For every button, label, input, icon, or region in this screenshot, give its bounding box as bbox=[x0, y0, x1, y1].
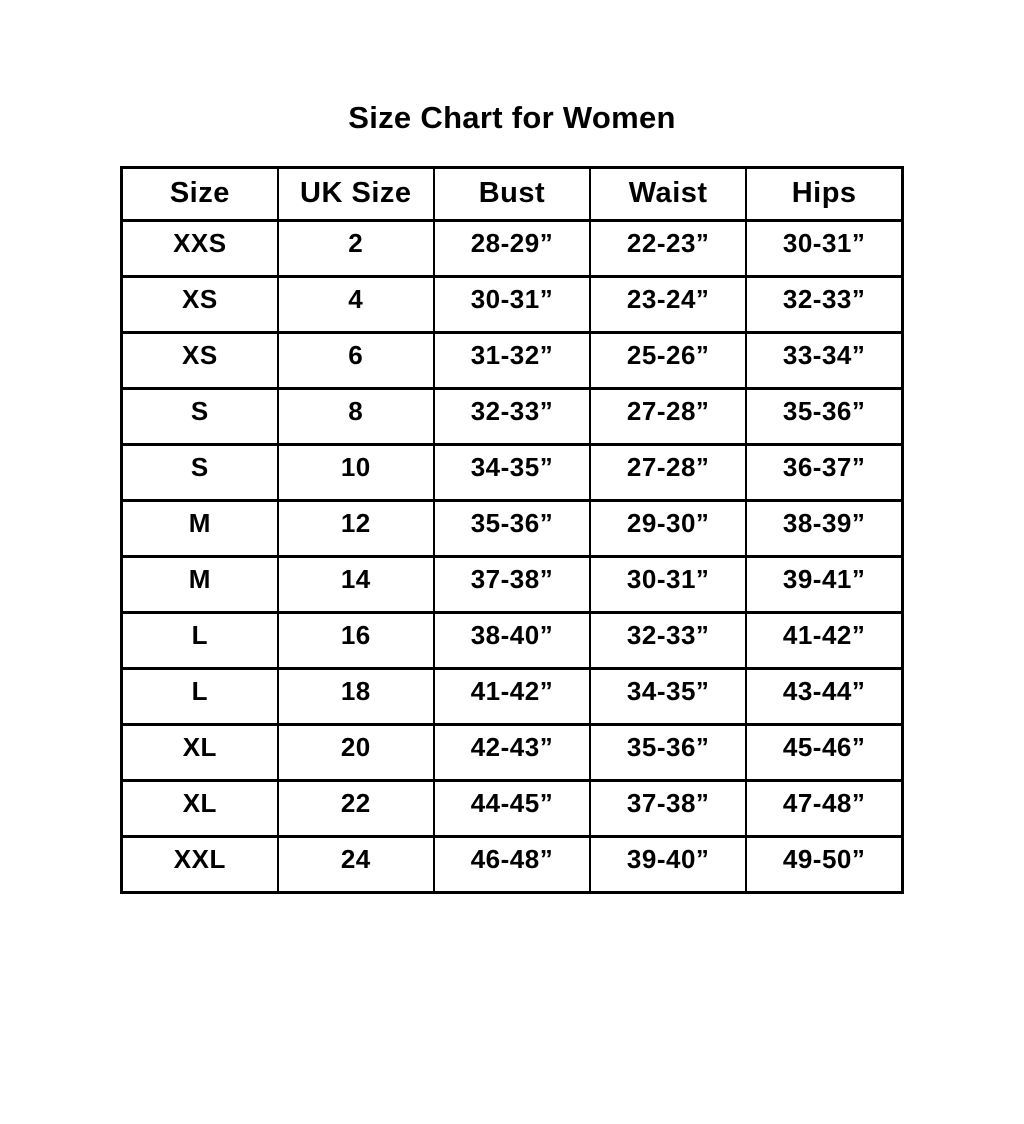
table-cell: XS bbox=[122, 332, 278, 388]
table-cell: XXL bbox=[122, 836, 278, 892]
table-cell: 35-36” bbox=[590, 724, 746, 780]
table-cell: 35-36” bbox=[746, 388, 902, 444]
table-cell: 18 bbox=[278, 668, 434, 724]
table-cell: 38-39” bbox=[746, 500, 902, 556]
table-cell: 27-28” bbox=[590, 444, 746, 500]
table-cell: 35-36” bbox=[434, 500, 590, 556]
table-cell: 43-44” bbox=[746, 668, 902, 724]
table-row bbox=[122, 444, 903, 500]
table-cell: 2 bbox=[278, 220, 434, 276]
table-cell: 46-48” bbox=[434, 836, 590, 892]
page-title: Size Chart for Women bbox=[348, 100, 676, 135]
table-cell: 10 bbox=[278, 444, 434, 500]
table-cell: 44-45” bbox=[434, 780, 590, 836]
table-cell: 41-42” bbox=[746, 612, 902, 668]
column-header: Waist bbox=[590, 167, 746, 220]
table-cell: 45-46” bbox=[746, 724, 902, 780]
table-cell: 33-34” bbox=[746, 332, 902, 388]
table-cell: 14 bbox=[278, 556, 434, 612]
table-header bbox=[122, 167, 903, 220]
table-row bbox=[122, 276, 903, 332]
table-cell: M bbox=[122, 556, 278, 612]
table-cell: 30-31” bbox=[590, 556, 746, 612]
table-row bbox=[122, 612, 903, 668]
table-cell: 22 bbox=[278, 780, 434, 836]
table-cell: XL bbox=[122, 724, 278, 780]
table-cell: L bbox=[122, 668, 278, 724]
table-cell: 29-30” bbox=[590, 500, 746, 556]
size-chart-page bbox=[0, 100, 1024, 1124]
table-cell: 37-38” bbox=[590, 780, 746, 836]
table-row bbox=[122, 724, 903, 780]
size-chart-table bbox=[120, 166, 904, 894]
table-cell: 34-35” bbox=[590, 668, 746, 724]
table-cell: 36-37” bbox=[746, 444, 902, 500]
table-row bbox=[122, 388, 903, 444]
table-row bbox=[122, 500, 903, 556]
table-cell: 38-40” bbox=[434, 612, 590, 668]
column-header: Hips bbox=[746, 167, 902, 220]
table-cell: 37-38” bbox=[434, 556, 590, 612]
table-cell: 27-28” bbox=[590, 388, 746, 444]
table-row bbox=[122, 332, 903, 388]
table-cell: 16 bbox=[278, 612, 434, 668]
table-cell: S bbox=[122, 388, 278, 444]
table-cell: 32-33” bbox=[590, 612, 746, 668]
table-cell: 42-43” bbox=[434, 724, 590, 780]
column-header: Size bbox=[122, 167, 278, 220]
table-cell: 8 bbox=[278, 388, 434, 444]
table-body bbox=[122, 220, 903, 892]
table-row bbox=[122, 220, 903, 276]
column-header: UK Size bbox=[278, 167, 434, 220]
table-row bbox=[122, 668, 903, 724]
header-row bbox=[122, 167, 903, 220]
table-cell: S bbox=[122, 444, 278, 500]
table-cell: 39-41” bbox=[746, 556, 902, 612]
table-cell: 34-35” bbox=[434, 444, 590, 500]
table-cell: 41-42” bbox=[434, 668, 590, 724]
table-cell: 6 bbox=[278, 332, 434, 388]
table-cell: XS bbox=[122, 276, 278, 332]
table-row bbox=[122, 780, 903, 836]
table-cell: 30-31” bbox=[434, 276, 590, 332]
table-cell: 32-33” bbox=[746, 276, 902, 332]
table-cell: 47-48” bbox=[746, 780, 902, 836]
table-cell: 28-29” bbox=[434, 220, 590, 276]
table-cell: 49-50” bbox=[746, 836, 902, 892]
table-row bbox=[122, 556, 903, 612]
table-row bbox=[122, 836, 903, 892]
table-cell: 31-32” bbox=[434, 332, 590, 388]
table-cell: 20 bbox=[278, 724, 434, 780]
table-cell: 30-31” bbox=[746, 220, 902, 276]
table-cell: 24 bbox=[278, 836, 434, 892]
table-cell: 22-23” bbox=[590, 220, 746, 276]
table-cell: L bbox=[122, 612, 278, 668]
table-cell: 32-33” bbox=[434, 388, 590, 444]
table-cell: XL bbox=[122, 780, 278, 836]
table-cell: 39-40” bbox=[590, 836, 746, 892]
table-cell: 23-24” bbox=[590, 276, 746, 332]
table-cell: 4 bbox=[278, 276, 434, 332]
table-cell: 25-26” bbox=[590, 332, 746, 388]
table-cell: XXS bbox=[122, 220, 278, 276]
table-cell: 12 bbox=[278, 500, 434, 556]
column-header: Bust bbox=[434, 167, 590, 220]
table-cell: M bbox=[122, 500, 278, 556]
